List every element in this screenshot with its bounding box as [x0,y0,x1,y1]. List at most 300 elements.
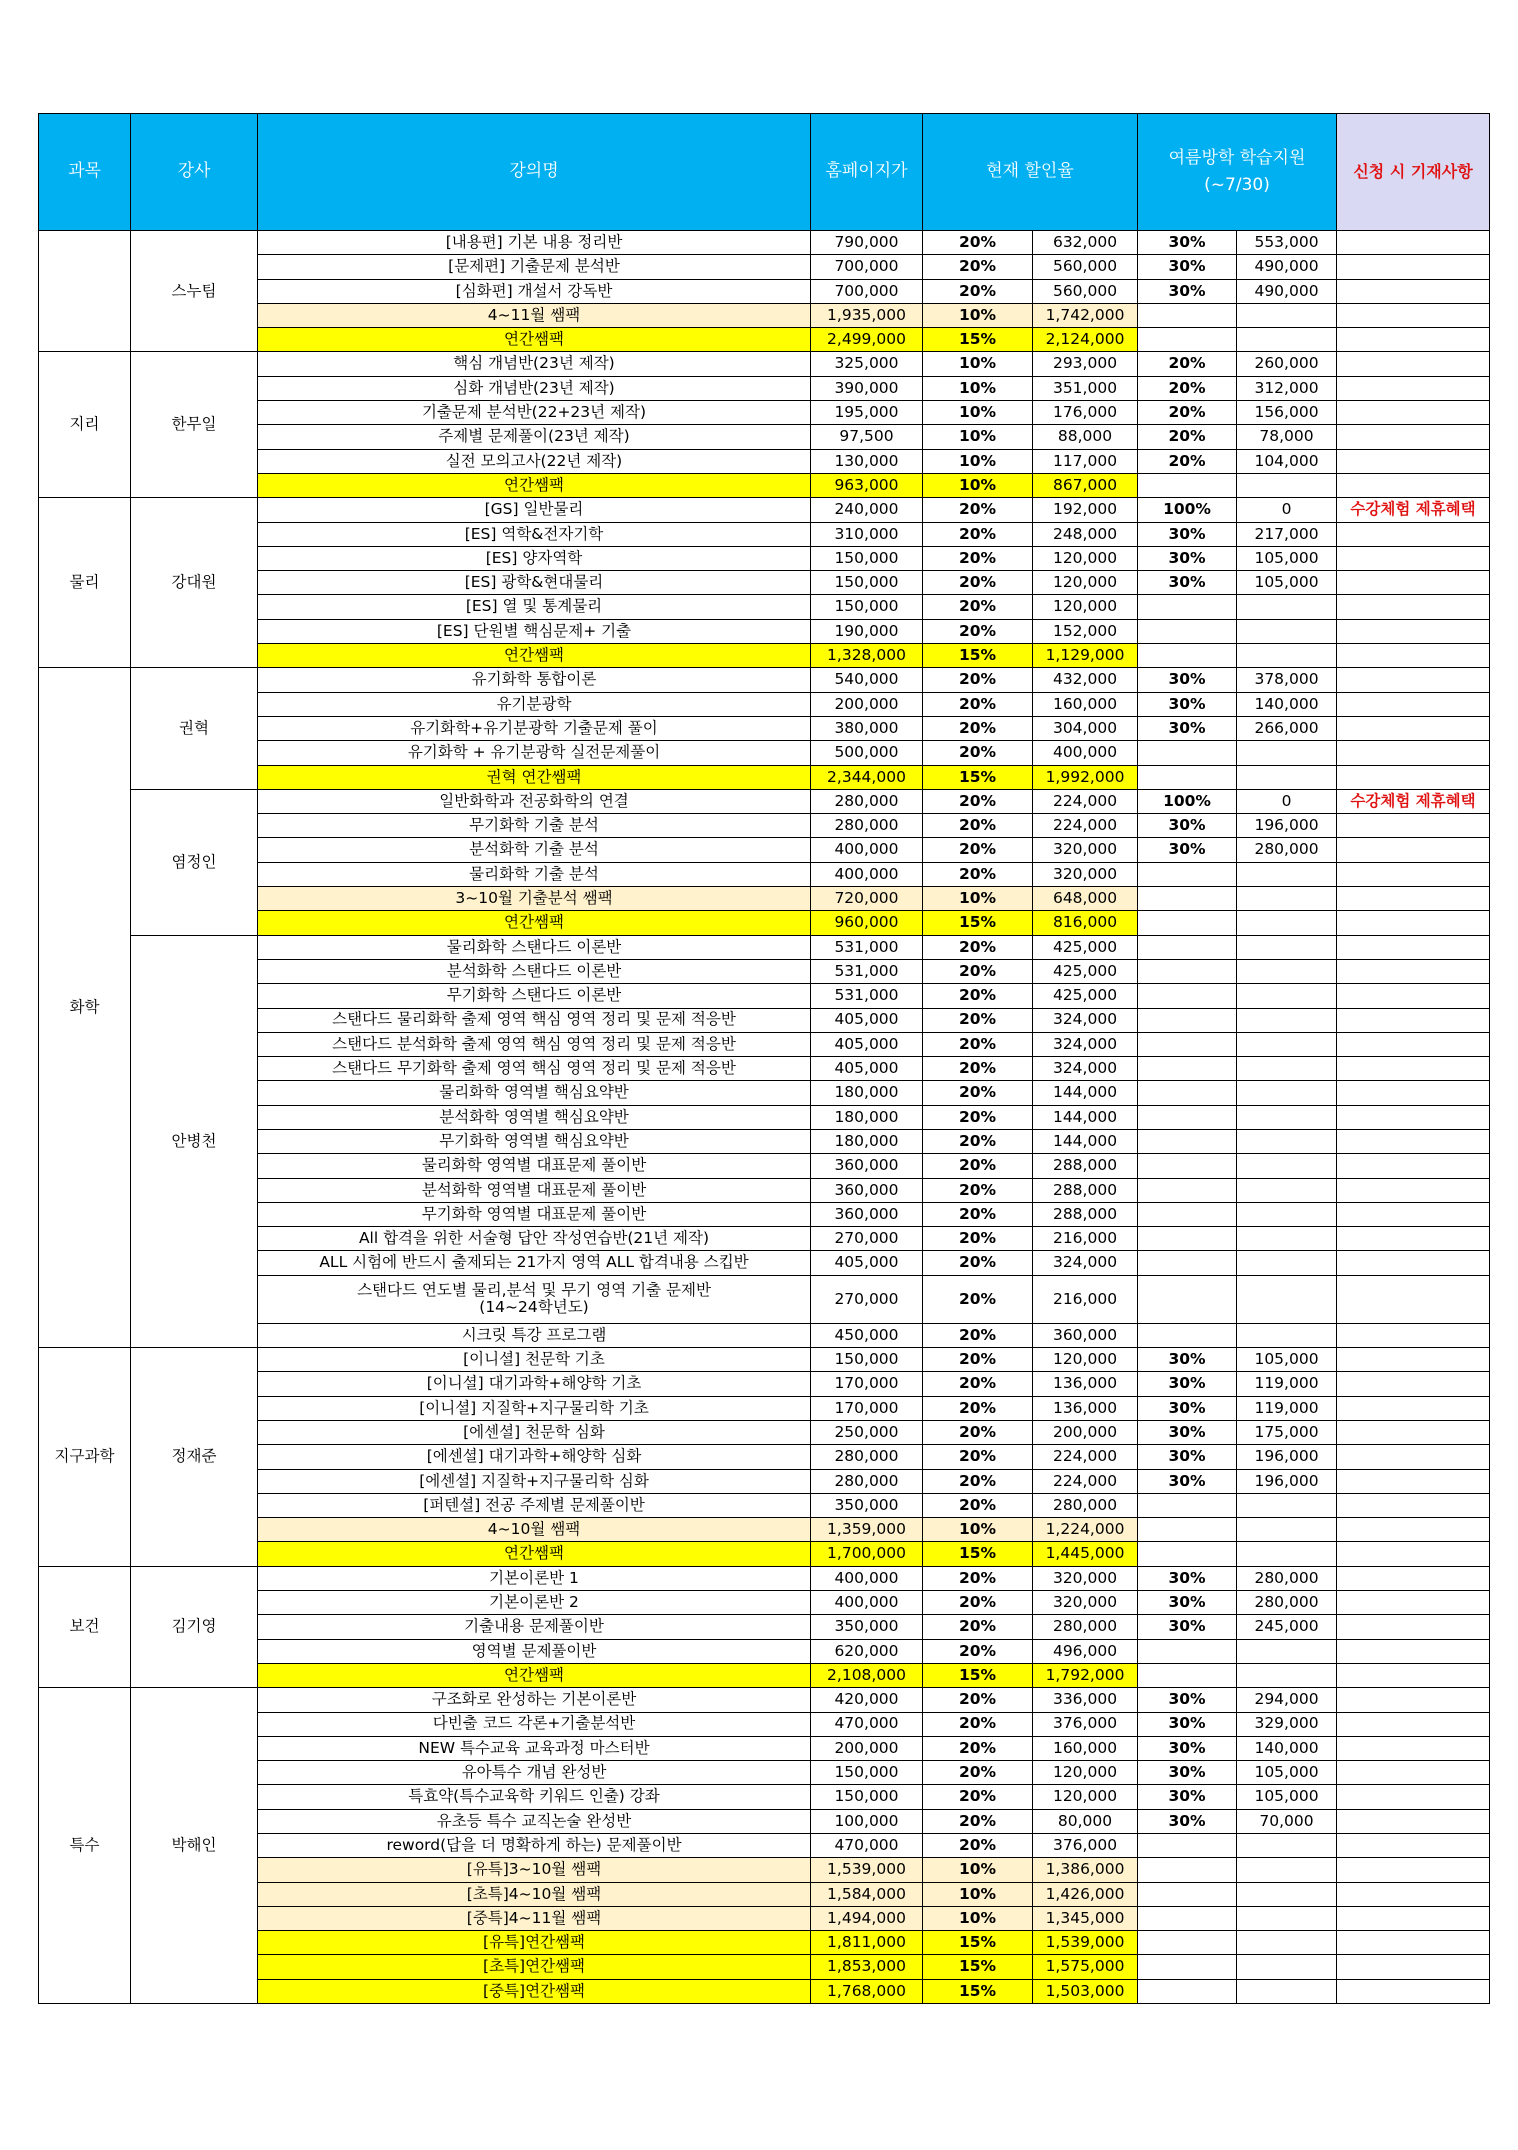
homepage-price: 1,584,000 [811,1882,923,1906]
summer-discount-rate [1138,1955,1237,1979]
summer-price: 280,000 [1237,838,1337,862]
summer-price: 196,000 [1237,1469,1337,1493]
homepage-price: 150,000 [811,595,923,619]
apply-note [1337,1955,1490,1979]
course-name: 3~10월 기출분석 쌤팩 [258,887,811,911]
summer-discount-rate: 30% [1138,1688,1237,1712]
discount-rate: 20% [923,1154,1033,1178]
header-instructor: 강사 [131,114,258,231]
discount-price: 144,000 [1033,1105,1138,1129]
homepage-price: 420,000 [811,1688,923,1712]
homepage-price: 540,000 [811,668,923,692]
summer-price [1237,1251,1337,1275]
discount-price: 224,000 [1033,1469,1138,1493]
table-row [39,668,1490,692]
course-name: 일반화학과 전공화학의 연결 [258,789,811,813]
homepage-price: 150,000 [811,546,923,570]
course-name: 연간쌤팩 [258,911,811,935]
discount-rate: 20% [923,522,1033,546]
apply-note [1337,1591,1490,1615]
apply-note [1337,279,1490,303]
course-name: 물리화학 기출 분석 [258,862,811,886]
homepage-price: 1,328,000 [811,644,923,668]
discount-rate: 20% [923,1809,1033,1833]
summer-discount-rate: 20% [1138,376,1237,400]
summer-price [1237,1931,1337,1955]
homepage-price: 531,000 [811,959,923,983]
course-name: [ES] 역학&전자기학 [258,522,811,546]
instructor-cell: 한무일 [131,352,258,498]
summer-discount-rate: 30% [1138,1591,1237,1615]
subject-cell: 물리 [39,498,131,668]
homepage-price: 200,000 [811,692,923,716]
discount-rate: 10% [923,352,1033,376]
discount-price: 324,000 [1033,1008,1138,1032]
instructor-cell: 강대원 [131,498,258,668]
summer-discount-rate [1138,1129,1237,1153]
course-name: [ES] 양자역학 [258,546,811,570]
instructor-cell: 스누팀 [131,231,258,352]
table-row [39,1566,1490,1590]
summer-discount-rate [1138,1057,1237,1081]
apply-note [1337,984,1490,1008]
course-name: [유특]3~10월 쌤팩 [258,1858,811,1882]
summer-price [1237,1639,1337,1663]
homepage-price: 390,000 [811,376,923,400]
apply-note [1337,1057,1490,1081]
homepage-price: 531,000 [811,984,923,1008]
header-row [39,114,1490,231]
apply-note [1337,1445,1490,1469]
apply-note [1337,1639,1490,1663]
discount-rate: 20% [923,716,1033,740]
course-name: 기본이론반 2 [258,1591,811,1615]
summer-discount-rate: 30% [1138,546,1237,570]
apply-note [1337,1906,1490,1930]
summer-price [1237,1178,1337,1202]
apply-note [1337,1712,1490,1736]
discount-price: 280,000 [1033,1615,1138,1639]
homepage-price: 1,935,000 [811,303,923,327]
summer-discount-rate [1138,1105,1237,1129]
apply-note [1337,1251,1490,1275]
table-row [39,231,1490,255]
discount-price: 1,426,000 [1033,1882,1138,1906]
course-name: 연간쌤팩 [258,1663,811,1687]
apply-note [1337,1081,1490,1105]
apply-note [1337,1834,1490,1858]
course-name: 영역별 문제풀이반 [258,1639,811,1663]
summer-discount-rate [1138,1493,1237,1517]
discount-rate: 20% [923,1227,1033,1251]
homepage-price: 200,000 [811,1736,923,1760]
summer-price: 140,000 [1237,692,1337,716]
discount-rate: 20% [923,571,1033,595]
homepage-price: 250,000 [811,1420,923,1444]
summer-price [1237,1663,1337,1687]
summer-discount-rate: 30% [1138,571,1237,595]
discount-rate: 15% [923,1955,1033,1979]
summer-price: 553,000 [1237,231,1337,255]
homepage-price: 400,000 [811,862,923,886]
apply-note [1337,1931,1490,1955]
table-row [39,498,1490,522]
apply-note [1337,935,1490,959]
summer-discount-rate [1138,911,1237,935]
apply-note [1337,352,1490,376]
course-name: 무기화학 영역별 대표문제 풀이반 [258,1202,811,1226]
summer-discount-rate [1138,595,1237,619]
summer-discount-rate [1138,1931,1237,1955]
apply-note [1337,911,1490,935]
course-name-line: 스탠다드 연도별 물리,분석 및 무기 영역 기출 문제반 [357,1280,711,1299]
homepage-price: 1,359,000 [811,1518,923,1542]
summer-price: 329,000 [1237,1712,1337,1736]
homepage-price: 1,768,000 [811,1979,923,2003]
apply-note [1337,1736,1490,1760]
course-name: 스탠다드 분석화학 출제 영역 핵심 영역 정리 및 문제 적응반 [258,1032,811,1056]
discount-price: 304,000 [1033,716,1138,740]
discount-price: 160,000 [1033,1736,1138,1760]
course-name: 스탠다드 물리화학 출제 영역 핵심 영역 정리 및 문제 적응반 [258,1008,811,1032]
homepage-price: 450,000 [811,1323,923,1347]
homepage-price: 350,000 [811,1493,923,1517]
homepage-price: 470,000 [811,1834,923,1858]
course-name: 주제별 문제풀이(23년 제작) [258,425,811,449]
summer-price [1237,644,1337,668]
course-price-table [38,113,1490,2004]
discount-price: 632,000 [1033,231,1138,255]
discount-price: 425,000 [1033,959,1138,983]
homepage-price: 280,000 [811,1445,923,1469]
discount-rate: 20% [923,1469,1033,1493]
discount-price: 160,000 [1033,692,1138,716]
header-summer-support [1138,114,1337,231]
summer-price [1237,862,1337,886]
summer-discount-rate [1138,1518,1237,1542]
summer-discount-rate: 30% [1138,1809,1237,1833]
discount-rate: 20% [923,789,1033,813]
summer-discount-rate [1138,1906,1237,1930]
discount-rate: 20% [923,1202,1033,1226]
discount-rate: 15% [923,1663,1033,1687]
course-name: 분석화학 영역별 핵심요약반 [258,1105,811,1129]
summer-discount-rate: 30% [1138,692,1237,716]
homepage-price: 350,000 [811,1615,923,1639]
discount-rate: 20% [923,1178,1033,1202]
summer-price [1237,1105,1337,1129]
summer-price: 280,000 [1237,1591,1337,1615]
discount-price: 120,000 [1033,571,1138,595]
homepage-price: 720,000 [811,887,923,911]
summer-price [1237,911,1337,935]
discount-rate: 20% [923,668,1033,692]
summer-price [1237,935,1337,959]
homepage-price: 360,000 [811,1202,923,1226]
summer-price [1237,303,1337,327]
discount-price: 176,000 [1033,401,1138,425]
summer-discount-rate [1138,935,1237,959]
discount-rate: 10% [923,1882,1033,1906]
summer-discount-rate [1138,1275,1237,1323]
homepage-price: 150,000 [811,1348,923,1372]
discount-price: 1,792,000 [1033,1663,1138,1687]
apply-note [1337,1566,1490,1590]
apply-note [1337,1809,1490,1833]
course-name: 유기분광학 [258,692,811,716]
discount-rate: 20% [923,279,1033,303]
summer-price [1237,1057,1337,1081]
homepage-price: 195,000 [811,401,923,425]
discount-price: 216,000 [1033,1275,1138,1323]
apply-note [1337,1202,1490,1226]
homepage-price: 325,000 [811,352,923,376]
header-course: 강의명 [258,114,811,231]
discount-price: 324,000 [1033,1057,1138,1081]
summer-price: 245,000 [1237,1615,1337,1639]
apply-note [1337,425,1490,449]
summer-price [1237,328,1337,352]
summer-price [1237,1275,1337,1323]
summer-discount-rate: 20% [1138,425,1237,449]
summer-price: 490,000 [1237,255,1337,279]
summer-discount-rate [1138,1882,1237,1906]
table-row [39,352,1490,376]
course-name: [GS] 일반물리 [258,498,811,522]
discount-rate: 10% [923,1518,1033,1542]
summer-price: 105,000 [1237,1348,1337,1372]
course-name: [문제편] 기출문제 분석반 [258,255,811,279]
price-table-container [38,113,1490,2004]
apply-note [1337,1396,1490,1420]
summer-price: 70,000 [1237,1809,1337,1833]
discount-rate: 20% [923,959,1033,983]
homepage-price: 130,000 [811,449,923,473]
course-name: 유기화학+유기분광학 기출문제 풀이 [258,716,811,740]
discount-rate: 20% [923,1008,1033,1032]
summer-discount-rate [1138,959,1237,983]
summer-discount-rate [1138,1032,1237,1056]
homepage-price: 470,000 [811,1712,923,1736]
summer-price: 119,000 [1237,1372,1337,1396]
summer-price: 280,000 [1237,1566,1337,1590]
homepage-price: 1,700,000 [811,1542,923,1566]
course-name: [ES] 열 및 통계물리 [258,595,811,619]
apply-note [1337,1761,1490,1785]
summer-price: 217,000 [1237,522,1337,546]
discount-price: 248,000 [1033,522,1138,546]
discount-rate: 20% [923,1251,1033,1275]
summer-price: 490,000 [1237,279,1337,303]
discount-rate: 20% [923,1420,1033,1444]
summer-discount-rate: 30% [1138,522,1237,546]
summer-price: 294,000 [1237,1688,1337,1712]
homepage-price: 405,000 [811,1251,923,1275]
apply-note [1337,1518,1490,1542]
apply-note [1337,546,1490,570]
course-name: [심화편] 개설서 강독반 [258,279,811,303]
discount-price: 1,992,000 [1033,765,1138,789]
apply-note [1337,1154,1490,1178]
header-homepage-price: 홈페이지가 [811,114,923,231]
homepage-price: 150,000 [811,1785,923,1809]
summer-discount-rate [1138,1858,1237,1882]
homepage-price: 190,000 [811,619,923,643]
discount-price: 224,000 [1033,814,1138,838]
summer-price [1237,887,1337,911]
course-name: [초특]연간쌤팩 [258,1955,811,1979]
discount-price: 320,000 [1033,1566,1138,1590]
course-name: [초특]4~10월 쌤팩 [258,1882,811,1906]
course-name: 기출내용 문제풀이반 [258,1615,811,1639]
table-row [39,935,1490,959]
discount-rate: 20% [923,1323,1033,1347]
discount-rate: 15% [923,328,1033,352]
discount-price: 144,000 [1033,1129,1138,1153]
course-name: 무기화학 기출 분석 [258,814,811,838]
summer-price: 105,000 [1237,546,1337,570]
summer-price: 378,000 [1237,668,1337,692]
apply-note [1337,328,1490,352]
course-name: [ES] 단원별 핵심문제+ 기출 [258,619,811,643]
discount-price: 648,000 [1033,887,1138,911]
summer-price: 104,000 [1237,449,1337,473]
summer-discount-rate [1138,328,1237,352]
course-name: 유아특수 개념 완성반 [258,1761,811,1785]
summer-price: 119,000 [1237,1396,1337,1420]
discount-price: 1,503,000 [1033,1979,1138,2003]
homepage-price: 400,000 [811,1591,923,1615]
homepage-price: 1,853,000 [811,1955,923,1979]
subject-cell: 특수 [39,1688,131,2004]
summer-discount-rate [1138,862,1237,886]
apply-note [1337,571,1490,595]
course-name: [에센셜] 천문학 심화 [258,1420,811,1444]
discount-price: 1,445,000 [1033,1542,1138,1566]
apply-note [1337,862,1490,886]
discount-price: 425,000 [1033,984,1138,1008]
discount-price: 320,000 [1033,862,1138,886]
course-name: ALL 시험에 반드시 출제되는 21가지 영역 ALL 합격내용 스킵반 [258,1251,811,1275]
discount-price: 288,000 [1033,1202,1138,1226]
discount-price: 496,000 [1033,1639,1138,1663]
course-name: 연간쌤팩 [258,1542,811,1566]
instructor-cell: 염정인 [131,789,258,935]
summer-price [1237,1542,1337,1566]
apply-note [1337,814,1490,838]
summer-discount-rate [1138,1834,1237,1858]
discount-rate: 20% [923,1348,1033,1372]
summer-discount-rate: 30% [1138,279,1237,303]
summer-discount-rate [1138,1081,1237,1105]
homepage-price: 380,000 [811,716,923,740]
course-name: 분석화학 영역별 대표문제 풀이반 [258,1178,811,1202]
apply-note [1337,255,1490,279]
summer-discount-rate [1138,1202,1237,1226]
summer-discount-rate: 20% [1138,401,1237,425]
discount-price: 136,000 [1033,1396,1138,1420]
course-name: [유특]연간쌤팩 [258,1931,811,1955]
discount-price: 560,000 [1033,279,1138,303]
discount-price: 224,000 [1033,1445,1138,1469]
apply-note [1337,692,1490,716]
course-name: [중특]4~11월 쌤팩 [258,1906,811,1930]
homepage-price: 1,494,000 [811,1906,923,1930]
discount-rate: 20% [923,1639,1033,1663]
summer-price [1237,984,1337,1008]
discount-price: 816,000 [1033,911,1138,935]
summer-discount-rate [1138,741,1237,765]
summer-discount-rate: 30% [1138,716,1237,740]
homepage-price: 1,811,000 [811,1931,923,1955]
summer-discount-rate [1138,765,1237,789]
discount-rate: 20% [923,1712,1033,1736]
course-name: 심화 개념반(23년 제작) [258,376,811,400]
summer-discount-rate [1138,887,1237,911]
summer-discount-rate [1138,1323,1237,1347]
course-name: 분석화학 스탠다드 이론반 [258,959,811,983]
summer-price [1237,1518,1337,1542]
apply-note [1337,376,1490,400]
discount-price: 360,000 [1033,1323,1138,1347]
course-name: [이니셜] 지질학+지구물리학 기초 [258,1396,811,1420]
discount-rate: 10% [923,1858,1033,1882]
apply-note [1337,401,1490,425]
summer-price [1237,619,1337,643]
course-name: 연간쌤팩 [258,328,811,352]
discount-rate: 20% [923,935,1033,959]
discount-price: 324,000 [1033,1032,1138,1056]
homepage-price: 360,000 [811,1154,923,1178]
course-name: 4~10월 쌤팩 [258,1518,811,1542]
discount-price: 288,000 [1033,1178,1138,1202]
course-name: 핵심 개념반(23년 제작) [258,352,811,376]
apply-note [1337,449,1490,473]
summer-discount-rate: 30% [1138,1348,1237,1372]
discount-rate: 15% [923,1931,1033,1955]
discount-rate: 20% [923,1761,1033,1785]
homepage-price: 270,000 [811,1227,923,1251]
discount-price: 288,000 [1033,1154,1138,1178]
discount-price: 432,000 [1033,668,1138,692]
discount-price: 351,000 [1033,376,1138,400]
apply-note [1337,741,1490,765]
discount-rate: 20% [923,1785,1033,1809]
course-name: 권혁 연간쌤팩 [258,765,811,789]
summer-discount-rate: 30% [1138,1566,1237,1590]
summer-price: 260,000 [1237,352,1337,376]
summer-discount-rate: 30% [1138,1761,1237,1785]
summer-discount-rate: 100% [1138,789,1237,813]
course-name: 기출문제 분석반(22+23년 제작) [258,401,811,425]
course-name: 실전 모의고사(22년 제작) [258,449,811,473]
course-name: reword(답을 더 명확하게 하는) 문제풀이반 [258,1834,811,1858]
summer-price [1237,473,1337,497]
header-apply-note: 신청 시 기재사항 [1337,114,1490,231]
homepage-price: 2,344,000 [811,765,923,789]
homepage-price: 405,000 [811,1032,923,1056]
discount-price: 280,000 [1033,1493,1138,1517]
apply-note [1337,1615,1490,1639]
summer-price [1237,1032,1337,1056]
summer-discount-rate: 30% [1138,1469,1237,1493]
summer-discount-rate [1138,473,1237,497]
summer-price: 0 [1237,498,1337,522]
discount-rate: 20% [923,1396,1033,1420]
course-name: 기본이론반 1 [258,1566,811,1590]
apply-note [1337,959,1490,983]
course-name: [ES] 광학&현대물리 [258,571,811,595]
